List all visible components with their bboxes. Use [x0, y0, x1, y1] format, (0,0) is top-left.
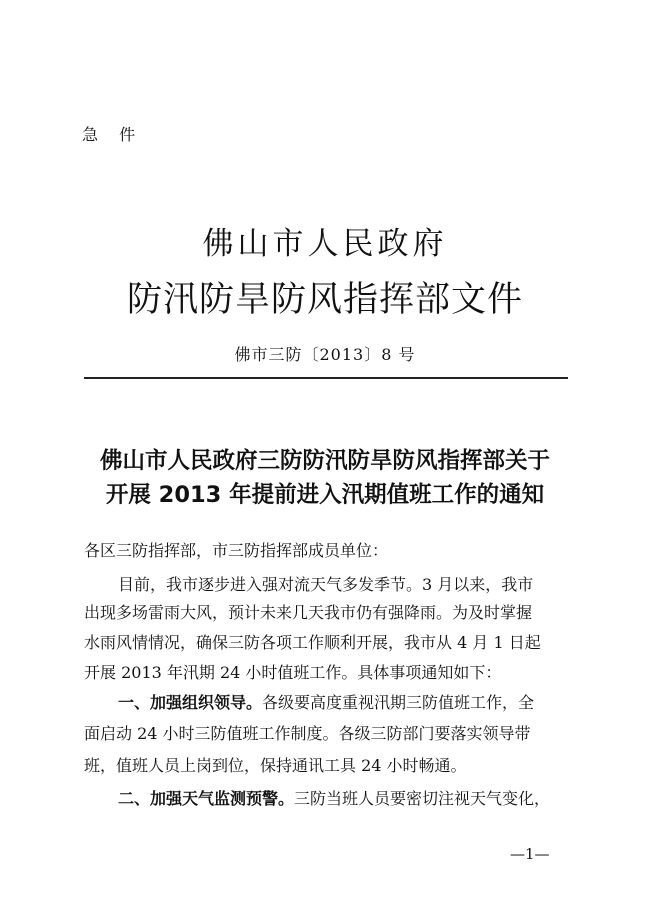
- issuer-title-line-1: 佛山市人民政府: [202, 226, 448, 262]
- item-2-line-1: [118, 789, 550, 809]
- item-2-heading: 二、加强天气监测预警。: [118, 789, 295, 808]
- item-1-heading: 一、加强组织领导。: [118, 693, 263, 712]
- page-number: —1—: [510, 845, 550, 863]
- item-1-line-2: 面启动 24 小时三防值班工作制度。各级三防部门要落实领导带: [84, 724, 531, 743]
- issuer-title-line-2: 防汛防旱防风指挥部文件: [126, 280, 523, 320]
- paragraph-1-line-4: 开展 2013 年汛期 24 小时值班工作。具体事项通知如下：: [84, 663, 502, 682]
- salutation: 各区三防指挥部，市三防指挥部成员单位：: [84, 541, 389, 560]
- item-1-line-3: 班，值班人员上岗到位，保持通讯工具 24 小时畅通。: [84, 756, 467, 775]
- item-2-text: 三防当班人员要密切注视天气变化，: [294, 789, 551, 808]
- header-divider: [84, 377, 568, 379]
- notice-title-line-1: 佛山市人民政府三防防汛防旱防风指挥部关于: [99, 448, 550, 474]
- paragraph-1-line-2: 出现多场雷雨大风，预计未来几天我市仍有强降雨。为及时掌握: [84, 603, 533, 622]
- paragraph-1-line-3: 水雨风情情况，确保三防各项工作顺利开展，我市从 4 月 1 日起: [84, 633, 541, 652]
- document-number: 佛市三防〔2013〕8 号: [234, 345, 416, 364]
- notice-title-line-2: 开展 2013 年提前进入汛期值班工作的通知: [105, 482, 545, 508]
- item-1-line-1: [118, 693, 534, 713]
- item-1-text: 各级要高度重视汛期三防值班工作，全: [262, 693, 535, 712]
- urgency-label: 急 件: [82, 125, 144, 144]
- paragraph-1-line-1: 目前，我市逐步进入强对流天气多发季节。3 月以来，我市: [118, 575, 534, 594]
